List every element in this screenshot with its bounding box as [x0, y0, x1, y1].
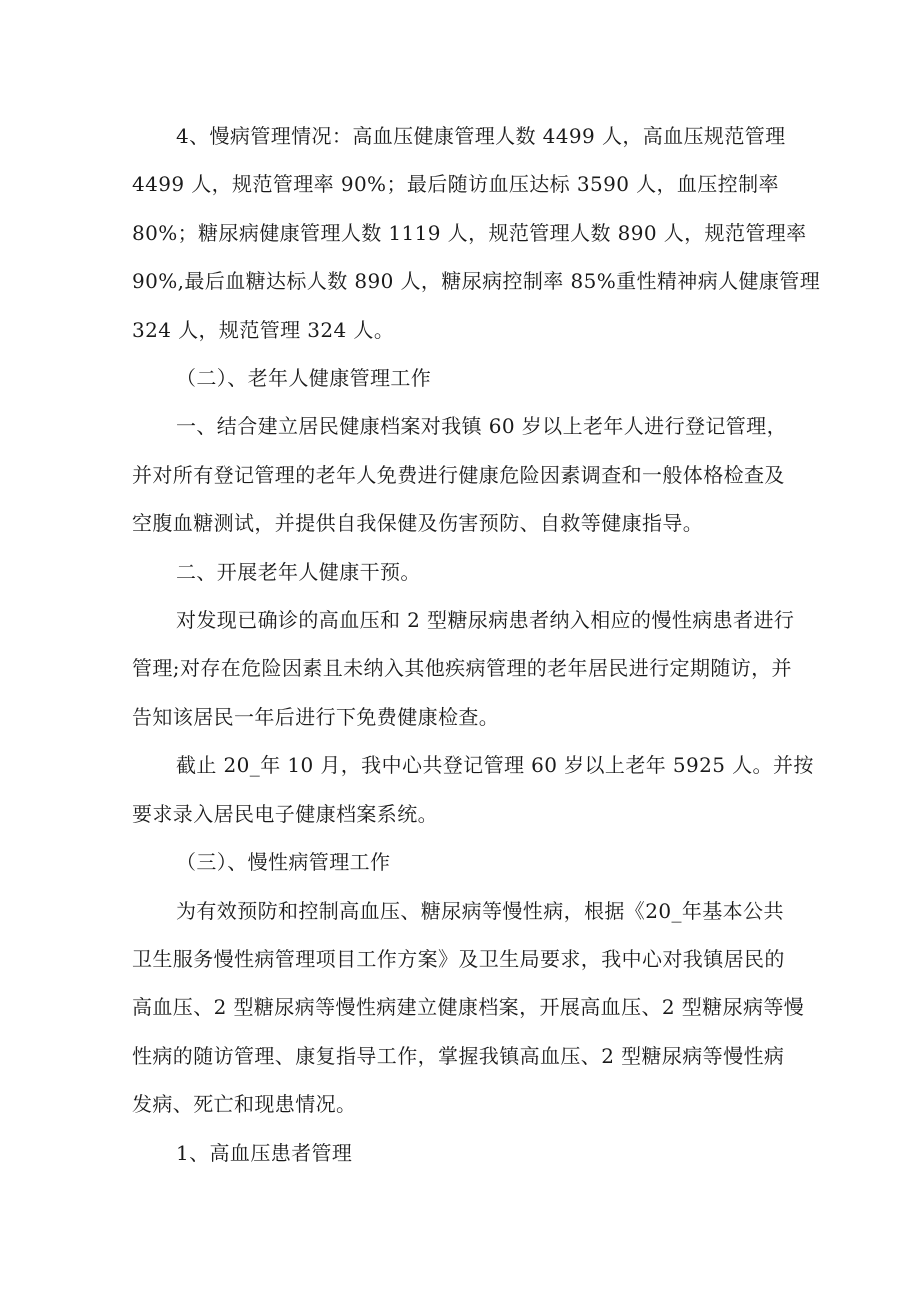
text-line: 要求录入居民电子健康档案系统。	[132, 801, 438, 826]
text-line: 二、开展老年人健康干预。	[176, 559, 421, 584]
paragraph-elderly-intervention	[132, 596, 795, 741]
text-line: 一、结合建立居民健康档案对我镇 60 岁以上老年人进行登记管理，	[176, 414, 787, 439]
text-line: 卫生服务慢性病管理项目工作方案》及卫生局要求，我中心对我镇居民的	[132, 946, 785, 971]
text-line: 发病、死亡和现患情况。	[132, 1092, 357, 1117]
text-line: 性病的随访管理、康复指导工作，掌握我镇高血压、2 型糖尿病等慢性病	[132, 1043, 785, 1068]
heading-line: 1、高血压患者管理	[176, 1140, 353, 1165]
text-line: 截止 20_年 10 月，我中心共登记管理 60 岁以上老年 5925 人。并按	[176, 753, 814, 778]
section-heading-elderly-health	[132, 354, 792, 402]
paragraph-elderly-registration	[132, 402, 792, 547]
heading-line: （二）、老年人健康管理工作	[176, 366, 432, 391]
text-line: 空腹血糖测试，并提供自我保健及伤害预防、自救等健康指导。	[132, 511, 704, 536]
text-line: 管理;对存在危险因素且未纳入其他疾病管理的老年居民进行定期随访，并	[132, 656, 792, 681]
subsection-heading-hypertension	[132, 1129, 792, 1177]
text-line: 为有效预防和控制高血压、糖尿病等慢性病，根据《20_年基本公共	[176, 898, 784, 923]
paragraph-chronic-disease-stats	[132, 112, 821, 354]
text-line: 对发现已确诊的高血压和 2 型糖尿病患者纳入相应的慢性病患者进行	[176, 608, 795, 633]
text-line: 90%,最后血糖达标人数 890 人，糖尿病控制率 85%重性精神病人健康管理	[132, 269, 821, 294]
section-heading-chronic-disease	[132, 838, 792, 886]
text-line: 4、慢病管理情况：高血压健康管理人数 4499 人，高血压规范管理	[176, 124, 786, 148]
text-line: 4499 人，规范管理率 90%；最后随访血压达标 3590 人，血压控制率	[132, 172, 779, 197]
text-line: 80%；糖尿病健康管理人数 1119 人，规范管理人数 890 人，规范管理率	[132, 220, 807, 245]
text-line: 高血压、2 型糖尿病等慢性病建立健康档案，开展高血压、2 型糖尿病等慢	[132, 995, 805, 1020]
text-line: 并对所有登记管理的老年人免费进行健康危险因素调查和一般体格检查及	[132, 462, 785, 487]
text-line: 324 人，规范管理 324 人。	[132, 317, 395, 342]
paragraph-elderly-intervention-heading	[132, 548, 792, 596]
document-body	[132, 112, 821, 1177]
text-line: 告知该居民一年后进行下免费健康检查。	[132, 704, 500, 729]
heading-line: （三）、慢性病管理工作	[176, 850, 391, 875]
paragraph-registration-total	[132, 741, 814, 838]
paragraph-chronic-disease-plan	[132, 887, 805, 1129]
